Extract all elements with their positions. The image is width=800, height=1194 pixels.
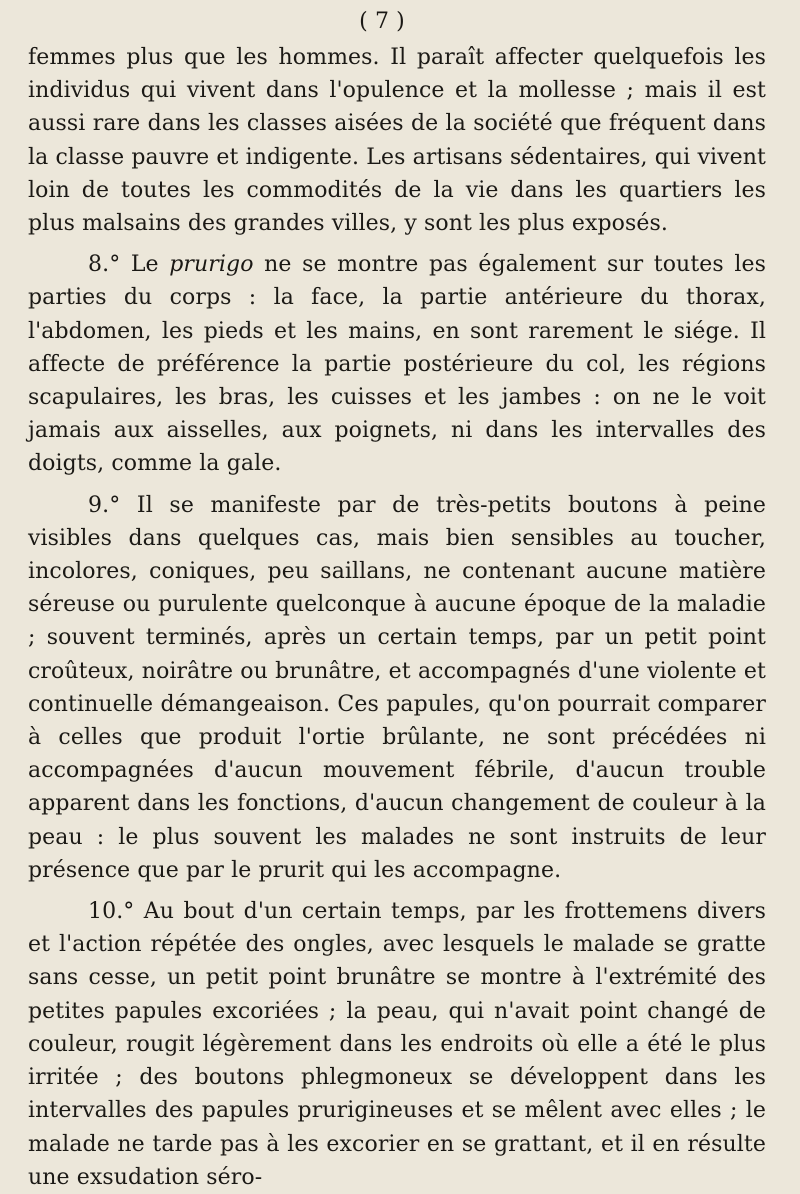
paragraph-text: 10.° Au bout d'un certain temps, par les frottemens divers et l'action répétée des ongles, avec lesquels le malade se gratte sans cesse, un petit point brunâtre se montre à l'extrémité des petites papules excoriées ; la peau, qui n'avait point changé de couleur, rougit légèrement dans les endroits où elle a été le plus irritée ; des boutons phlegmoneux se développent dans les intervalles des papules prurigineuses et se mêlent avec elles ; le malade ne tarde pas à les excorier en se grattant, et il en résulte une exsudation séro- bbox=[28, 899, 766, 1190]
page-number: ( 7 ) bbox=[359, 9, 405, 34]
paragraph-9 bbox=[28, 489, 766, 887]
paragraph-text: 8.° Le bbox=[88, 252, 170, 278]
paragraph-text: femmes plus que les hommes. Il paraît affecter quelquefois les individus qui vivent dans l'opulence et la mollesse ; mais il est aussi rare dans les classes aisées de la société que fréquent dans la classe pauvre et indigente. Les artisans sédentaires, qui vivent loin de toutes les commodités de la vie dans les quartiers les plus malsains des grandes villes, y sont les plus exposés. bbox=[28, 45, 766, 237]
paragraph-8 bbox=[28, 248, 766, 480]
paragraph-text: 9.° Il se manifeste par de très-petits boutons à peine visibles dans quelques cas, mais bien sensibles au toucher, incolores, coniques, peu saillans, ne contenant aucune matière séreuse ou purulente quelconque à aucune époque de la maladie ; souvent terminés, après un certain temps, par un petit point croûteux, noirâtre ou brunâtre, et accompagnés d'une violente et continuelle démangeaison. Ces papules, qu'on pourrait comparer à celles que produit l'ortie brûlante, ne sont précédées ni accompagnées d'aucun mouvement fébrile, d'aucun trouble apparent dans les fonctions, d'aucun changement de couleur à la peau : le plus souvent les malades ne sont instruits de leur présence que par le prurit qui les accompagne. bbox=[28, 492, 766, 883]
italic-term: prurigo bbox=[169, 252, 254, 278]
paragraph-10 bbox=[28, 895, 766, 1194]
paragraph-continuation bbox=[28, 41, 766, 240]
paragraph-text: ne se montre pas également sur toutes les parties du corps : la face, la partie antérieure du thorax, l'abdomen, les pieds et les mains, en sont rarement le siége. Il affecte de préférence la partie postérieure du col, les régions scapulaires, les bras, les cuisses et les jambes : on ne le voit jamais aux aisselles, aux poignets, ni dans les intervalles des doigts, comme la gale. bbox=[28, 252, 766, 477]
